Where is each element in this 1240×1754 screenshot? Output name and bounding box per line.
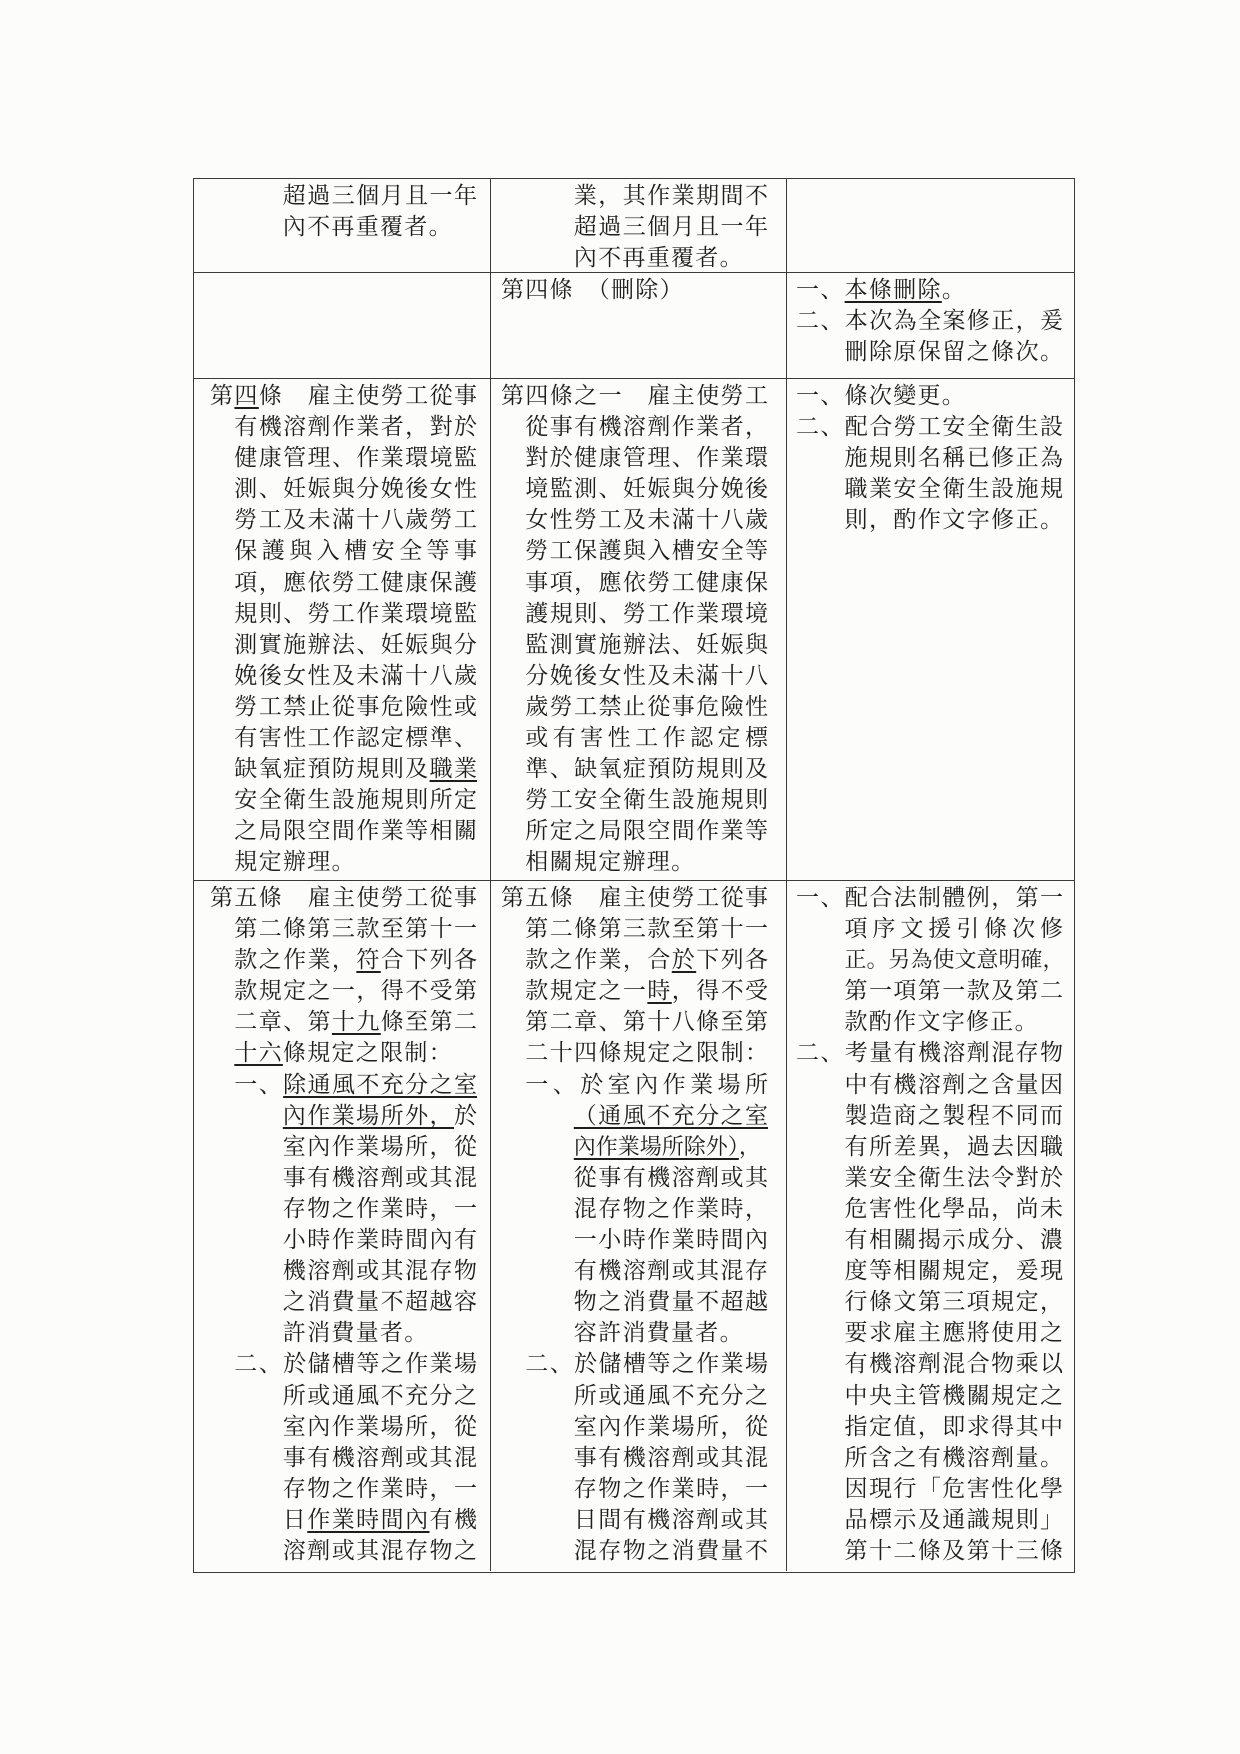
text-line: 規定辦理。 — [234, 849, 356, 876]
text-line: 之局限空間作業等相關 — [234, 818, 477, 845]
explanation-cell — [787, 273, 1074, 378]
text-segment: 款規定之一 — [525, 978, 648, 1005]
table-row — [194, 379, 1074, 881]
text-line: 危害性化學品，尚未 — [844, 1195, 1063, 1222]
text-segment: 。 — [941, 277, 967, 303]
amended-provision-cell — [194, 379, 491, 880]
text-line: 二、於儲槽等之作業場 — [234, 1351, 477, 1378]
text-line: 第二條第三款至第十一 — [234, 916, 477, 943]
text-line: 第四條之一 雇主使勞工 — [501, 383, 768, 409]
text-line: 有機溶劑或其混存 — [573, 1258, 768, 1285]
text-line: 室內作業場所，從 — [282, 1133, 477, 1160]
amended-text-mark: 內作業場所除外） — [573, 1134, 739, 1160]
text-line: 日間有機溶劑或其 — [573, 1506, 768, 1533]
text-line: 勞工及未滿十八歲勞工 — [234, 507, 477, 534]
text-line: 許消費量者。 — [282, 1320, 429, 1347]
text-line: 從事有機溶劑或其 — [573, 1164, 768, 1191]
amended-text-mark: 十九 — [331, 1009, 381, 1036]
text-line: 容許消費量者。 — [573, 1320, 744, 1347]
text-line — [283, 1101, 477, 1132]
text-line: 一小時作業時間內 — [573, 1227, 768, 1254]
text-line — [525, 945, 768, 976]
text-line: 項序文援引條次修 — [844, 916, 1063, 943]
text-line: 所定之局限空間作業等 — [525, 818, 768, 845]
text-line: 機溶劑或其混存物 — [282, 1258, 477, 1285]
text-line: 業安全衛生法令對於 — [844, 1164, 1063, 1191]
text-line: 護規則、勞工作業環境 — [525, 600, 768, 627]
text-line — [525, 976, 768, 1007]
amended-text-mark: 十六 — [234, 1040, 283, 1067]
text-line: 超過三個月且一年 — [573, 214, 768, 241]
text-line: 內不再重覆者。 — [282, 214, 453, 241]
text-line: 物之消費量不超越 — [573, 1289, 768, 1316]
text-line: 項，應依勞工健康保護 — [234, 569, 477, 596]
text-line: 二、本次為全案修正，爰 — [796, 308, 1063, 335]
text-line: 規則、勞工作業環境監 — [234, 600, 477, 627]
text-line: 女性勞工及未滿十八歲 — [525, 507, 768, 534]
text-line: 職業安全衛生設施規 — [844, 476, 1063, 503]
text-line: 所含之有機溶劑量。 — [844, 1444, 1063, 1471]
table-row — [194, 179, 1074, 273]
text-line: 監測實施辦法、妊娠與 — [525, 631, 768, 658]
text-line: 度等相關規定，爰現 — [844, 1258, 1063, 1285]
text-line: 勞工禁止從事危險性或 — [234, 693, 477, 720]
text-line: 分娩後女性及未滿十八 — [525, 662, 768, 689]
amended-text-mark: 符 — [356, 947, 381, 974]
text-line: 業，其作業期間不 — [573, 183, 768, 209]
amended-provision-cell — [194, 273, 491, 378]
text-line: 保護與入槽安全等事 — [234, 538, 477, 565]
text-line: 事有機溶劑或其混 — [282, 1164, 477, 1191]
amended-text-mark: 作業時間內 — [307, 1506, 430, 1533]
text-line: 第十二條及第十三條 — [844, 1537, 1063, 1564]
text-segment: 下列各 — [696, 947, 769, 974]
text-line: 安全衛生設施規則所定 — [234, 787, 477, 814]
text-line: 混存物之消費量不 — [573, 1537, 768, 1564]
text-line: 對於健康管理、作業環 — [525, 445, 768, 472]
text-line: 二、配合勞工安全衛生設 — [796, 414, 1063, 441]
text-line: 室內作業場所，從 — [282, 1413, 477, 1440]
text-segment: 款之作業， — [234, 947, 357, 974]
text-line: 境監測、妊娠與分娩後 — [525, 476, 768, 503]
comparison-table — [193, 178, 1075, 1573]
text-segment: 缺氧症預防規則及 — [234, 756, 430, 783]
amended-provision-cell — [194, 881, 491, 1571]
text-line: 從事有機溶劑作業者， — [525, 414, 768, 441]
text-line: 品標示及通識規則」 — [844, 1506, 1063, 1533]
text-segment: ，得不受 — [671, 978, 769, 1005]
text-line: 之消費量不超越容 — [282, 1289, 477, 1316]
text-line: 小時作業時間內有 — [282, 1227, 477, 1254]
text-segment: ， — [738, 1134, 761, 1160]
text-line: 第一項第一款及第二 — [844, 978, 1063, 1005]
explanation-cell — [787, 881, 1074, 1571]
text-line: 第四條 （刪除） — [501, 277, 684, 303]
text-line: 混存物之作業時， — [573, 1195, 768, 1222]
text-line — [234, 1038, 477, 1069]
current-provision-cell — [491, 379, 787, 880]
text-line: 款規定之一，得不受第 — [234, 978, 477, 1005]
amended-text-mark: 本條刪除 — [844, 277, 942, 303]
text-line — [210, 381, 477, 412]
text-line: 超過三個月且一年 — [282, 183, 477, 209]
text-segment: 第 — [210, 383, 235, 409]
text-line: 有所差異，過去因職 — [844, 1133, 1063, 1160]
text-segment: 條至第二 — [380, 1009, 477, 1036]
text-line: 第五條 雇主使勞工從事 — [210, 885, 477, 911]
text-segment: 有機 — [429, 1506, 478, 1533]
text-line: 測實施辦法、妊娠與分 — [234, 631, 477, 658]
text-line: 或有害性工作認定標 — [525, 725, 768, 752]
text-line: 所或通風不充分之 — [573, 1382, 768, 1409]
text-segment: 一、 — [796, 277, 845, 303]
text-line: 施規則名稱已修正為 — [844, 445, 1063, 472]
text-segment: 款之作業，合 — [525, 947, 672, 974]
text-line: 有機溶劑混合物乘以 — [844, 1351, 1063, 1378]
text-line — [796, 275, 1063, 306]
explanation-cell — [787, 179, 1074, 272]
text-line: 有機溶劑作業者，對於 — [234, 414, 477, 441]
text-line: （通風不充分之室 — [573, 1102, 768, 1129]
text-line: 二、於儲槽等之作業場 — [525, 1351, 768, 1378]
text-segment: 合下列各 — [380, 947, 478, 974]
text-line: 中央主管機關規定之 — [844, 1382, 1063, 1409]
text-line: 款酌作文字修正。 — [844, 1009, 1039, 1036]
text-line: 測、妊娠與分娩後女性 — [234, 476, 477, 503]
text-line: 溶劑或其混存物之 — [282, 1537, 477, 1564]
text-line: 有相關揭示成分、濃 — [844, 1227, 1063, 1254]
text-line — [234, 1070, 477, 1101]
amended-text-mark: 時 — [647, 978, 672, 1005]
text-line: 室內作業場所，從 — [573, 1413, 768, 1440]
text-segment: 條 雇主使勞工從事 — [258, 383, 478, 409]
text-segment: 日 — [282, 1506, 308, 1533]
amended-text-mark: 除通風不充分之室 — [283, 1071, 477, 1098]
amended-text-mark: 內作業場所外， — [282, 1102, 454, 1129]
text-line: 一、條次變更。 — [796, 383, 967, 409]
text-line: 內不再重覆者。 — [573, 245, 744, 272]
text-line: 第二章、第十八條至第 — [525, 1009, 768, 1036]
text-line — [234, 945, 477, 976]
text-line: 有害性工作認定標準、 — [234, 725, 477, 752]
text-segment: 二章、第 — [234, 1009, 332, 1036]
text-segment: 條規定之限制： — [282, 1040, 454, 1067]
text-line: 因現行「危害性化學 — [844, 1475, 1063, 1502]
text-line: 一、於室內作業場所 — [525, 1071, 768, 1098]
text-line: 歲勞工禁止從事危險性 — [525, 693, 768, 720]
text-line: 存物之作業時，一 — [573, 1475, 768, 1502]
text-line: 存物之作業時，一 — [282, 1475, 477, 1502]
amended-text-mark: 四 — [234, 383, 259, 409]
text-line: 事有機溶劑或其混 — [573, 1444, 768, 1471]
text-line — [574, 1132, 786, 1163]
text-line: 一、配合法制體例，第一 — [796, 885, 1063, 911]
text-line: 勞工保護與入槽安全等 — [525, 538, 768, 565]
text-line: 第二條第三款至第十一 — [525, 916, 768, 943]
text-line: 第五條 雇主使勞工從事 — [501, 885, 768, 911]
text-line: 要求雇主應將使用之 — [844, 1320, 1063, 1347]
text-line: 準、缺氧症預防規則及 — [525, 756, 768, 783]
text-line: 行條文第三項規定， — [844, 1289, 1063, 1316]
text-segment: 於 — [453, 1102, 477, 1129]
text-line: 所或通風不充分之 — [282, 1382, 477, 1409]
table-row — [194, 273, 1074, 379]
text-line: 正。另為使文意明確， — [844, 948, 1065, 974]
text-line: 健康管理、作業環境監 — [234, 445, 477, 472]
text-line: 勞工安全衛生設施規則 — [525, 787, 768, 814]
amended-provision-cell — [194, 179, 491, 272]
text-line: 指定值，即求得其中 — [844, 1413, 1063, 1440]
text-line: 事項，應依勞工健康保 — [525, 569, 768, 596]
text-line: 刪除原保留之條次。 — [844, 339, 1063, 366]
text-line: 存物之作業時，一 — [282, 1195, 477, 1222]
text-segment: 一、 — [234, 1071, 284, 1098]
explanation-cell — [787, 379, 1074, 880]
text-line: 娩後女性及未滿十八歲 — [234, 662, 477, 689]
text-line: 二十四條規定之限制： — [525, 1040, 768, 1067]
text-line: 則，酌作文字修正。 — [844, 507, 1063, 534]
text-line: 事有機溶劑或其混 — [282, 1444, 477, 1471]
text-line — [234, 1007, 477, 1038]
current-provision-cell — [491, 881, 787, 1571]
text-line: 二、考量有機溶劑混存物 — [796, 1040, 1063, 1067]
current-provision-cell — [491, 273, 787, 378]
current-provision-cell — [491, 179, 787, 272]
amended-text-mark: 職業 — [429, 756, 477, 783]
text-line: 相關規定辦理。 — [525, 849, 696, 876]
amended-text-mark: 於 — [671, 947, 697, 974]
text-line: 中有機溶劑之含量因 — [844, 1071, 1063, 1098]
text-line: 製造商之製程不同而 — [844, 1102, 1063, 1129]
text-line — [283, 1505, 477, 1536]
table-row — [194, 881, 1074, 1571]
text-line — [234, 754, 477, 785]
